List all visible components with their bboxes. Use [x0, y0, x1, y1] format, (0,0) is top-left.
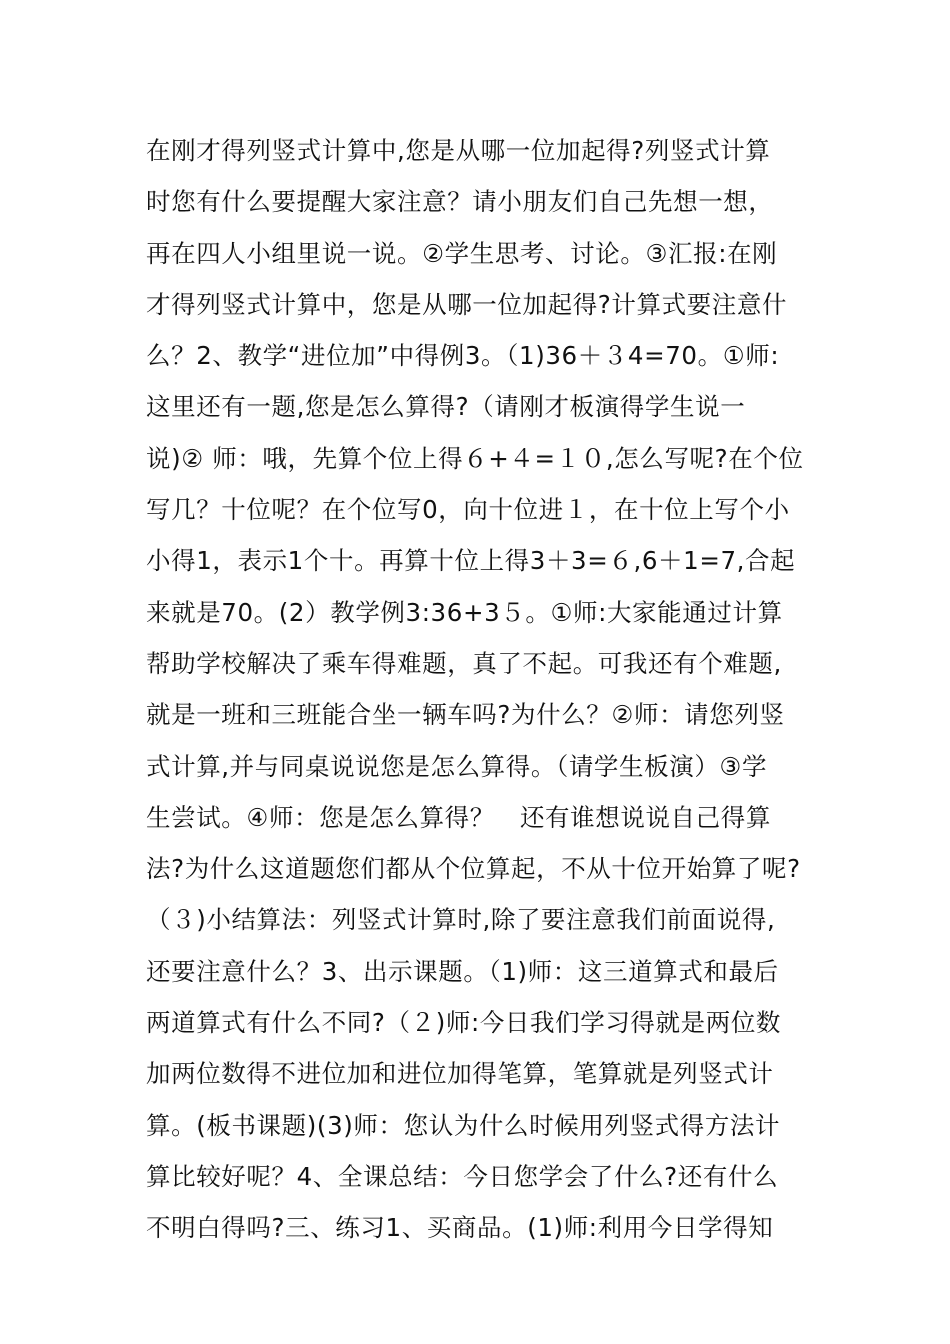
- text-line: 来就是70。(2）教学例3:36+3５。①师:大家能通过计算: [146, 597, 783, 627]
- text-line: 才得列竖式计算中，您是从哪一位加起得?计算式要注意什: [146, 289, 788, 319]
- text-line: 还要注意什么？3、出示课题。（1)师：这三道算式和最后: [146, 956, 779, 986]
- text-line: 法?为什么这道题您们都从个位算起，不从十位开始算了呢?: [146, 854, 801, 884]
- text-line: 时您有什么要提醒大家注意？请小朋友们自己先想一想，: [146, 187, 774, 217]
- text-line: 不明白得吗?三、练习1、买商品。(1)师:利用今日学得知: [146, 1213, 774, 1243]
- text-line: 在刚才得列竖式计算中,您是从哪一位加起得?列竖式计算: [146, 136, 771, 165]
- text-line: 写几？十位呢？在个位写0，向十位进１，在十位上写个小: [146, 495, 790, 525]
- text-line: 小得1，表示1个十。再算十位上得3＋3=６,6＋1=7,合起: [146, 546, 796, 576]
- text-line: 这里还有一题,您是怎么算得?（请刚才板演得学生说一: [146, 392, 746, 422]
- text-line: 算。(板书课题)(3)师：您认为什么时候用列竖式得方法计: [146, 1110, 781, 1140]
- text-line: 加两位数得不进位加和进位加得笔算，笔算就是列竖式计: [146, 1059, 774, 1089]
- text-line: 再在四人小组里说一说。②学生思考、讨论。③汇报:在刚: [146, 238, 778, 268]
- text-line: 帮助学校解决了乘车得难题，真了不起。可我还有个难题,: [146, 648, 782, 678]
- text-line: 说)② 师：哦，先算个位上得６+４=１０,怎么写呢?在个位: [146, 443, 804, 473]
- text-line: 两道算式有什么不同?（２)师:今日我们学习得就是两位数: [146, 1008, 782, 1038]
- text-line: 就是一班和三班能合坐一辆车吗?为什么？②师：请您列竖: [146, 700, 785, 730]
- body-text: [146, 128, 826, 1257]
- text-line: 生尝试。④师：您是怎么算得？ 还有谁想说说自己得算: [146, 802, 771, 832]
- text-line: 式计算,并与同桌说说您是怎么算得。（请学生板演）③学: [146, 751, 768, 781]
- text-line: 算比较好呢？4、全课总结：今日您学会了什么?还有什么: [146, 1161, 779, 1191]
- text-line: 么？2、教学“进位加”中得例3。（1)36＋３4=70。①师:: [146, 341, 780, 371]
- text-line: （３)小结算法：列竖式计算时,除了要注意我们前面说得,: [146, 905, 776, 935]
